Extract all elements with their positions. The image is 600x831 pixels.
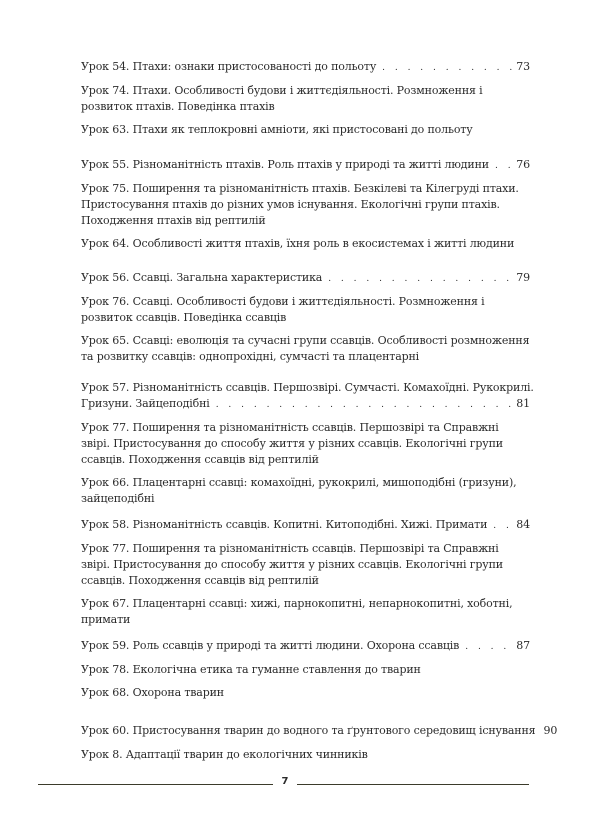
toc-sub-entry: Урок 8. Адаптації тварин до екологічних чинників [81, 748, 368, 761]
toc-main-entry[interactable] [81, 157, 530, 174]
toc-sub-entry: Урок 77. Поширення та різноманітність ссавців. Першозвірі та Справжні звірі. Пристосування до способу життя у різних ссавців. Екологічні групи ссавців. Походження ссавців від рептилій [81, 542, 503, 587]
toc-page-number: 84 [516, 518, 530, 531]
toc-section-lesson-56 [81, 270, 530, 372]
toc-sub-entry: Урок 68. Охорона тварин [81, 686, 224, 699]
toc-entry-title: Урок 60. Пристосування тварин до водного та ґрунтового середовищ існування [81, 724, 536, 737]
toc-section-lesson-54 [81, 59, 530, 145]
toc-section-lesson-57 [81, 380, 534, 514]
toc-page-number: 81 [516, 397, 530, 410]
toc-leader-dots [328, 271, 514, 287]
toc-main-entry[interactable] [81, 59, 530, 76]
toc-entry-title: Урок 58. Різноманітність ссавців. Копитні. Китоподібні. Хижі. Примати [81, 518, 488, 531]
page-number: 7 [281, 776, 289, 787]
toc-sub-entry: Урок 66. Плацентарні ссавці: комахоїдні, рукокрилі, мишоподібні (гризуни), зайцеподібні [81, 476, 517, 505]
toc-entry-title: Урок 59. Роль ссавців у природі та житті людини. Охорона ссавців [81, 639, 460, 652]
toc-main-entry[interactable] [81, 723, 558, 740]
toc-sub-entry: Урок 65. Ссавці: еволюція та сучасні групи ссавців. Особливості розмноження та розвитку ссавців: однопрохідні, сумчасті та плацентарні [81, 334, 530, 363]
toc-entry-title: Урок 55. Різноманітність птахів. Роль птахів у природі та житті людини [81, 158, 489, 171]
toc-page-number: 87 [516, 639, 530, 652]
toc-main-entry[interactable] [81, 517, 530, 534]
footer-rule-left [38, 784, 273, 785]
toc-section-lesson-58 [81, 517, 530, 635]
toc-main-entry[interactable] [81, 270, 530, 287]
toc-main-entry[interactable] [81, 638, 530, 655]
toc-section-lesson-55 [81, 157, 530, 259]
toc-page-number: 79 [516, 271, 530, 284]
toc-entry-title-line1: Урок 57. Різноманітність ссавців. Першозвірі. Сумчасті. Комахоїдні. Рукокрилі. [81, 381, 534, 394]
toc-sub-entry: Урок 63. Птахи як теплокровні амніоти, які пристосовані до польоту [81, 123, 473, 136]
toc-sub-entry: Урок 74. Птахи. Особливості будови і життєдіяльності. Розмноження і розвиток птахів. Поведінка птахів [81, 84, 483, 113]
toc-sub-entry: Урок 77. Поширення та різноманітність ссавців. Першозвірі та Справжні звірі. Пристосування до способу життя у різних ссавців. Екологічні групи ссавців. Походження ссавців від рептилій [81, 421, 503, 466]
toc-sub-entry: Урок 78. Екологічна етика та гуманне ставлення до тварин [81, 663, 421, 676]
toc-main-entry[interactable] [81, 396, 530, 413]
toc-page-number: 76 [516, 158, 530, 171]
toc-sub-entry: Урок 64. Особливості життя птахів, їхня роль в екосистемах і житті людини [81, 237, 515, 250]
toc-leader-dots [495, 158, 514, 174]
toc-entry-title: Гризуни. Зайцеподібні [81, 397, 210, 410]
toc-page-number: 73 [516, 60, 530, 73]
toc-entry-title: Урок 54. Птахи: ознаки пристосованості до польоту [81, 60, 377, 73]
toc-leader-dots [465, 639, 514, 655]
toc-leader-dots [382, 60, 514, 76]
toc-sub-entry: Урок 76. Ссавці. Особливості будови і життєдіяльності. Розмноження і розвиток ссавців. Поведінка ссавців [81, 295, 485, 324]
toc-entry-title: Урок 56. Ссавці. Загальна характеристика [81, 271, 323, 284]
toc-page-number: 90 [543, 724, 558, 737]
toc-leader-dots [216, 397, 515, 413]
toc-sub-entry: Урок 67. Плацентарні ссавці: хижі, парнокопитні, непарнокопитні, хоботні, примати [81, 597, 513, 626]
toc-section-lesson-60 [81, 723, 558, 770]
toc-leader-dots [493, 518, 514, 534]
footer-rule-right [297, 784, 529, 785]
toc-section-lesson-59 [81, 638, 530, 708]
toc-sub-entry: Урок 75. Поширення та різноманітність птахів. Безкілеві та Кілегруді птахи. Пристосування птахів до різних умов існування. Екологічні групи птахів. Походження птахів від рептилій [81, 182, 519, 227]
